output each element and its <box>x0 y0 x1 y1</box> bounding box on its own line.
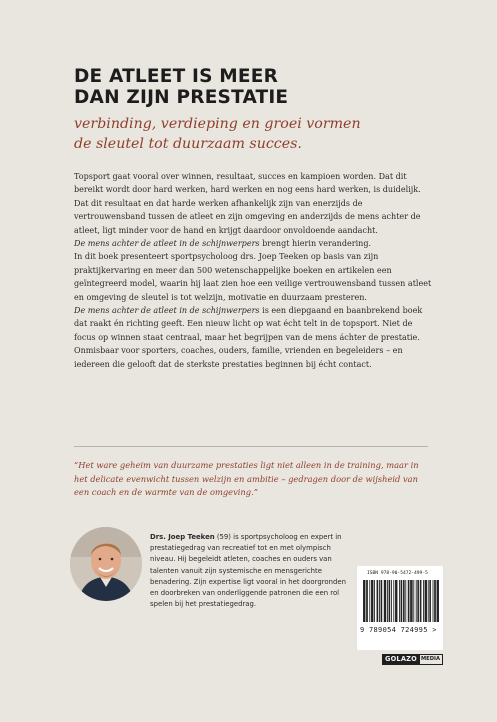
book-title-italic: De mens achter de atleet in de schijnwerpers <box>74 239 260 249</box>
publisher-logo <box>382 654 442 666</box>
blurb-paragraph-1-text: Topsport gaat vooral over winnen, resultaat, succes en kampioen worden. Dat dit bereikt wordt door hard werken, hard werken en nog eens hard werken, is duidelijk. Dat dit resultaat en dat harde werken afhankelijk zijn van enerzijds de vertrouwensband tussen de atleet en zijn omgeving en anderzijds de mens achter de atleet, ligt minder voor de hand en krijgt daardoor onvoldoende aandacht. <box>74 172 421 235</box>
book-title-italic-2: De mens achter de atleet in de schijnwerpers <box>74 306 260 316</box>
author-name: Drs. Joep Teeken <box>150 533 215 541</box>
author-photo <box>70 527 142 601</box>
author-bio <box>150 532 350 610</box>
blurb-paragraph-3 <box>74 304 434 371</box>
author-portrait-illustration <box>70 527 142 601</box>
ean-digits <box>360 626 442 634</box>
barcode-icon <box>363 580 439 622</box>
blurb-paragraph-1 <box>74 170 434 250</box>
ean-arrow: > <box>432 626 437 634</box>
blurb-text <box>74 170 434 371</box>
book-title <box>74 66 434 108</box>
blurb-paragraph-3-text: is een diepgaand en baanbrekend boek dat raakt én richting geeft. Een nieuw licht op wat écht telt in de topsport. Niet de focus op winnen staat centraal, maar het begrijpen van de mens áchter de prestatie. Onmisbaar voor sporters, coaches, ouders, familie, vrienden en begeleiders – en iedereen die gelooft dat de sterkste prestaties beginnen bij écht contact. <box>74 306 423 369</box>
title-line-1: DE ATLEET IS MEER <box>74 66 279 87</box>
publisher-name: GOLAZO <box>382 654 420 665</box>
isbn-label: ISBN 978-90-5472-499-5 <box>367 571 428 576</box>
author-quote: “Het ware geheim van duurzame prestaties ligt niet alleen in de training, maar in het delicate evenwicht tussen welzijn en ambitie – gedragen door de wijsheid van een coach en de warmte van de omgeving.” <box>74 460 419 497</box>
publisher-imprint: MEDIA <box>418 654 443 665</box>
subtitle-line-1: verbinding, verdieping en groei vormen <box>74 116 361 132</box>
author-bio-text: (59) is sportpsycholoog en expert in prestatiegedrag van recreatief tot en met olympisch niveau. Hij begeleidt atleten, coaches en ouders van talenten vanuit zijn systemische en mensgerichte benadering. Zijn expertise ligt vooral in het doorgronden en doorbreken van onderliggende patronen die een rol spelen bij het prestatiegedrag. <box>150 533 346 609</box>
title-line-2: DAN ZIJN PRESTATIE <box>74 87 289 108</box>
subtitle-line-2: de sleutel tot duurzaam succes. <box>74 136 302 152</box>
blurb-paragraph-2: In dit boek presenteert sportpsycholoog drs. Joep Teeken op basis van zijn praktijkervaring en meer dan 500 wetenschappelijke boeken en artikelen een geïntegreerd model, waarin hij laat zien hoe een veilige vertrouwensband tussen atleet en omgeving de sleutel is tot welzijn, motivatie en duurzaam presteren. <box>74 252 432 302</box>
book-subtitle <box>74 114 454 154</box>
ean-number: 9 789054 724995 <box>360 626 428 634</box>
divider-line <box>74 446 428 447</box>
blurb-paragraph-1-tail: brengt hierin verandering. <box>259 239 372 249</box>
